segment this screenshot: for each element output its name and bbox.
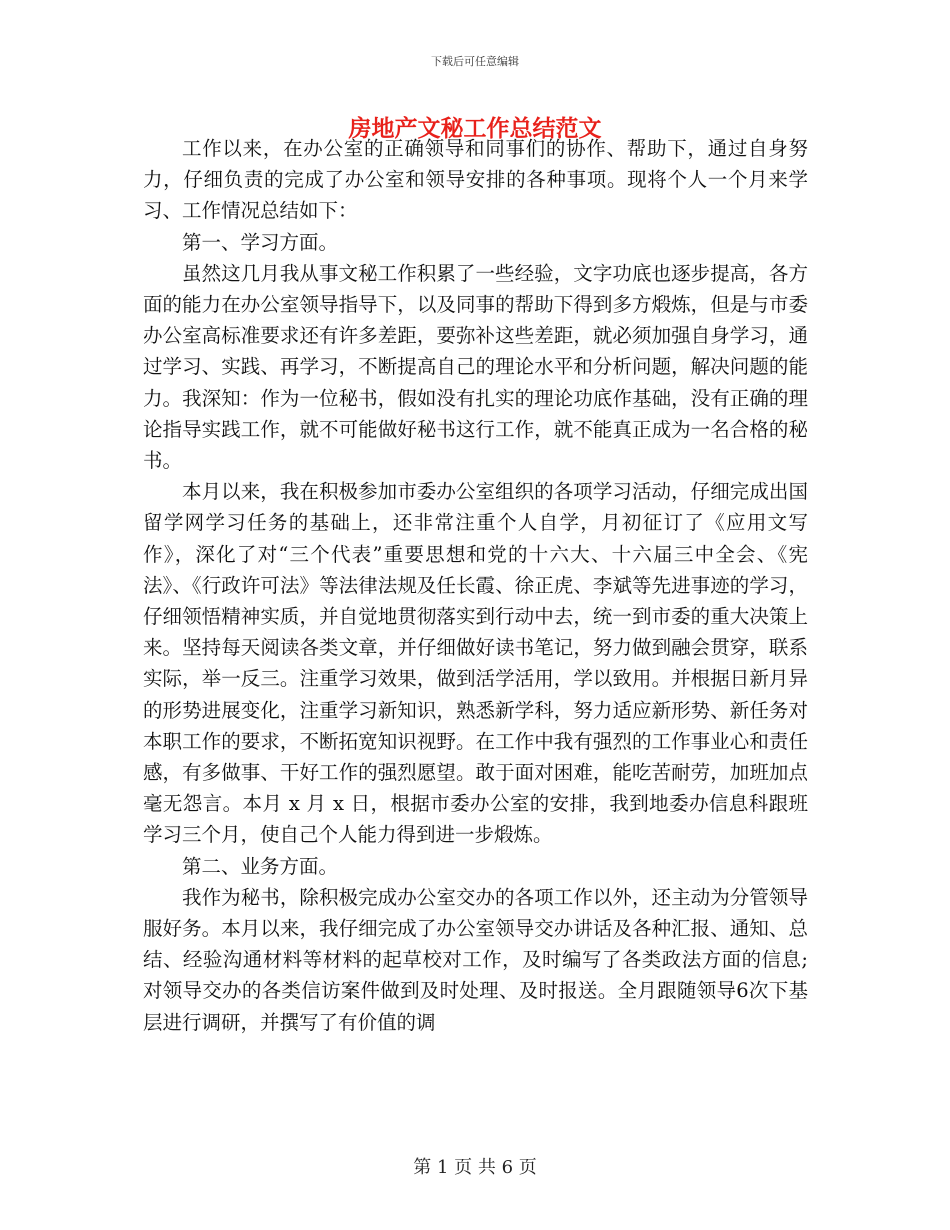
paragraph-business-1: 我作为秘书，除积极完成办公室交办的各项工作以外，还主动为分管领导服好务。本月以来，我仔细完成了办公室领导交办讲话及各种汇报、通知、总结、经验沟通材料等材料的起草校对工作，及时编写了各类政法方面的信息;对领导交办的各类信访案件做到及时处理、及时报送。全月跟随领导6次下基层进行调研，并撰写了有价值的调	[143, 885, 808, 1034]
page-header-note: 下载后可任意编辑	[431, 55, 519, 68]
document-title: 房地产文秘工作总结范文	[348, 115, 602, 142]
page-footer: 第 1 页 共 6 页	[413, 1157, 537, 1178]
paragraph-study-1: 虽然这几月我从事文秘工作积累了一些经验，文字功底也逐步提高，各方面的能力在办公室领导指导下，以及同事的帮助下得到多方煅炼，但是与市委办公室高标准要求还有许多差距，要弥补这些差距，就必须加强自身学习，通过学习、实践、再学习，不断提高自己的理论水平和分析问题，解决问题的能力。我深知：作为一位秘书，假如没有扎实的理论功底作基础，没有正确的理论指导实践工作，就不可能做好秘书这行工作，就不能真正成为一名合格的秘书。	[143, 261, 808, 473]
section-heading-business: 第二、业务方面。	[182, 854, 339, 878]
paragraph-intro: 工作以来，在办公室的正确领导和同事们的协作、帮助下，通过自身努力，仔细负责的完成了办公室和领导安排的各种事项。现将个人一个月来学习、工作情况总结如下：	[143, 137, 808, 223]
section-heading-study: 第一、学习方面。	[182, 230, 339, 254]
paragraph-study-2: 本月以来，我在积极参加市委办公室组织的各项学习活动，仔细完成出国留学网学习任务的基础上，还非常注重个人自学，月初征订了《应用文写作》，深化了对“三个代表”重要思想和党的十六大、十六届三中全会、《宪法》、《行政许可法》等法律法规及任长霞、徐正虎、李斌等先进事迹的学习，仔细领悟精神实质，并自觉地贯彻落实到行动中去，统一到市委的重大决策上来。坚持每天阅读各类文章，并仔细做好读书笔记，努力做到融会贯穿，联系实际，举一反三。注重学习效果，做到活学活用，学以致用。并根据日新月异的形势进展变化，注重学习新知识，熟悉新学科，努力适应新形势、新任务对本职工作的要求，不断拓宽知识视野。在工作中我有强烈的工作事业心和责任感，有多做事、干好工作的强烈愿望。敢于面对困难，能吃苦耐劳，加班加点毫无怨言。本月 x 月 x 日，根据市委办公室的安排，我到地委办信息科跟班学习三个月，使自己个人能力得到进一步煅炼。	[143, 480, 808, 847]
document-body	[143, 133, 808, 1038]
